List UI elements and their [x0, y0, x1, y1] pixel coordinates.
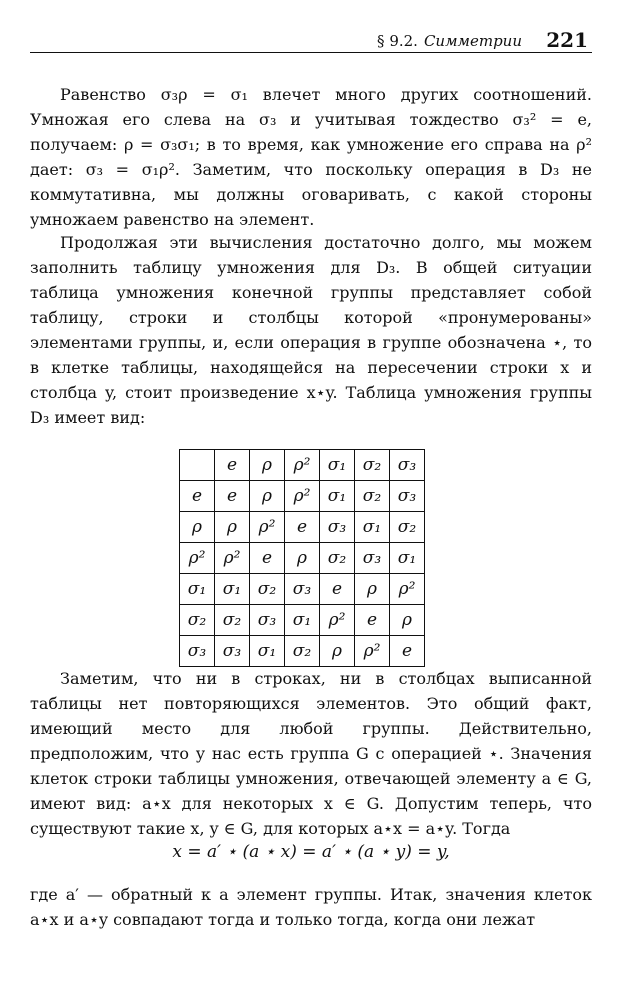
table-cell: σ₁	[320, 481, 355, 512]
table-cell: σ₃	[215, 636, 250, 667]
table-cell: e	[355, 605, 390, 636]
table-cell: e	[285, 512, 320, 543]
section-heading	[377, 32, 522, 50]
table-row-label: σ₁	[180, 574, 215, 605]
running-header	[30, 28, 592, 53]
table-header-cell: ρ²	[285, 450, 320, 481]
multiplication-table	[179, 449, 425, 667]
table-row	[180, 605, 425, 636]
table-cell: σ₃	[285, 574, 320, 605]
table-row	[180, 636, 425, 667]
table-cell: σ₁	[215, 574, 250, 605]
table-cell: σ₃	[355, 543, 390, 574]
table-cell: e	[215, 481, 250, 512]
page-number: 221	[546, 28, 588, 52]
table-cell: ρ²	[285, 481, 320, 512]
table-row-label: σ₂	[180, 605, 215, 636]
table-row-label: ρ	[180, 512, 215, 543]
table-cell: ρ²	[355, 636, 390, 667]
table-cell: σ₁	[285, 605, 320, 636]
table-header-cell	[180, 450, 215, 481]
table-row	[180, 543, 425, 574]
table-header-cell: ρ	[250, 450, 285, 481]
multiplication-table-body	[180, 450, 425, 667]
table-header-cell: e	[215, 450, 250, 481]
table-cell: σ₂	[390, 512, 425, 543]
table-cell: σ₃	[320, 512, 355, 543]
table-cell: ρ²	[250, 512, 285, 543]
display-equation: x = a′ ⋆ (a ⋆ x) = a′ ⋆ (a ⋆ y) = y,	[172, 842, 450, 862]
paragraph-1	[30, 82, 592, 232]
table-cell: σ₃	[250, 605, 285, 636]
table-cell: ρ²	[215, 543, 250, 574]
table-row-label: e	[180, 481, 215, 512]
table-cell: σ₁	[390, 543, 425, 574]
paragraph-3	[30, 666, 592, 841]
table-cell: ρ	[250, 481, 285, 512]
table-cell: σ₂	[215, 605, 250, 636]
table-cell: σ₁	[250, 636, 285, 667]
table-cell: σ₃	[390, 481, 425, 512]
table-row-label: ρ²	[180, 543, 215, 574]
section-title: Симметрии	[423, 32, 522, 50]
table-row	[180, 574, 425, 605]
table-row	[180, 481, 425, 512]
table-cell: σ₂	[250, 574, 285, 605]
table-cell: σ₂	[355, 481, 390, 512]
table-header-cell: σ₂	[355, 450, 390, 481]
table-cell: ρ	[355, 574, 390, 605]
table-row-label: σ₃	[180, 636, 215, 667]
section-number: § 9.2.	[377, 32, 418, 50]
table-cell: σ₂	[320, 543, 355, 574]
table-header-cell: σ₃	[390, 450, 425, 481]
table-cell: ρ	[320, 636, 355, 667]
table-cell: e	[390, 636, 425, 667]
table-cell: ρ	[215, 512, 250, 543]
table-cell: σ₁	[355, 512, 390, 543]
table-cell: ρ	[285, 543, 320, 574]
paragraph-1-text: Равенство σ₃ρ = σ₁ влечет много других соотношений. Умножая его слева на σ₃ и учитывая тождество σ₃² = e, получаем: ρ = σ₃σ₁; в то время, как умножение его справа на ρ² дает: σ₃ = σ₁ρ². Заметим, что поскольку операция в D₃ не коммутативна, мы должны оговаривать, с какой стороны умножаем равенство на элемент.	[30, 85, 592, 229]
paragraph-4-text: где a′ — обратный к a элемент группы. Итак, значения клеток a⋆x и a⋆y совпадают тогда и только тогда, когда они лежат	[30, 885, 592, 929]
paragraph-3-text: Заметим, что ни в строках, ни в столбцах выписанной таблицы нет повторяющихся элементов. Это общий факт, имеющий место для любой группы. Действительно, предположим, что у нас есть группа G с операцией ⋆. Значения клеток строки таблицы умножения, отвечающей элементу a ∈ G, имеют вид: a⋆x для некоторых x ∈ G. Допустим теперь, что существуют такие x, y ∈ G, для которых a⋆x = a⋆y. Тогда	[30, 669, 592, 838]
table-row	[180, 512, 425, 543]
table-cell: ρ²	[320, 605, 355, 636]
table-header-row	[180, 450, 425, 481]
table-cell: ρ	[390, 605, 425, 636]
paragraph-2	[30, 230, 592, 430]
table-header-cell: σ₁	[320, 450, 355, 481]
table-cell: ρ²	[390, 574, 425, 605]
paragraph-2-text: Продолжая эти вычисления достаточно долго, мы можем заполнить таблицу умножения для D₃. В общей ситуации таблица умножения конечной группы представляет собой таблицу, строки и столбцы которой «пронумерованы» элементами группы, и, если операция в группе обозначена ⋆, то в клетке таблицы, находящейся на пересечении строки x и столбца y, стоит произведение x⋆y. Таблица умножения группы D₃ имеет вид:	[30, 233, 592, 427]
table-cell: σ₂	[285, 636, 320, 667]
table-cell: e	[250, 543, 285, 574]
paragraph-4	[30, 882, 592, 932]
table-cell: e	[320, 574, 355, 605]
